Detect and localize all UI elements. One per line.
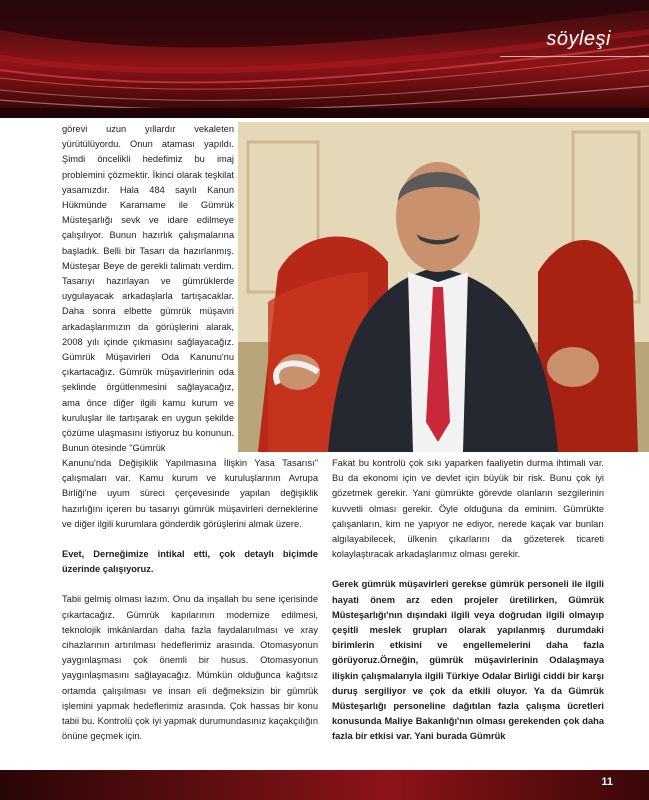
- interview-question: Gerek gümrük müşavirleri gerekse gümrük personeli ile ilgili hayati önem arz eden projeler üretilirken, Gümrük Müsteşarlığı'nın dışındaki ilgili veya doğrudan ilgili olmayıp çeşitli meslek grupları olarak yapılanmış durumdaki birimlerin etkisini ve engellemelerini daha fazla görüyoruz.Örneğin, gümrük müşavirlerinin Odalaşmaya ilişkin çalışmalarıyla ilgili Türkiye Odalar Birliği ciddi bir karşı duruş sergiliyor ve çok da etkili oluyor. Ya da Gümrük Müsteşarlığı personeline dağıtılan fazla çalışma ücretleri konusunda Maliye Bakanlığı'nın olması gerekenden çok daha fazla bir etkisi var. Yani burada Gümrük: [332, 579, 604, 742]
- interview-photo-icon: [238, 122, 649, 452]
- interview-photo: [238, 122, 649, 452]
- page-footer: [0, 770, 649, 800]
- section-label: söyleşi: [546, 28, 611, 50]
- paragraph: Fakat bu kontrolü çok sıkı yaparken faaliyetin durma ihtimali var. Bu da ekonomi için ve devlet için büyük bir risk. Bunu çok iyi gözetmek gerekir. Yani gümrükte görevde olanların sezgilerinin kuvvetli olması gerekir. Öyle olduğuna da eminim. Gümrükte çalışanların, kim ne yapıyor ne ediyor, nerede kaçak var bunları algılayabilecek, ülkenin çıkarlarını da gözeterek ticareti kolaylaştıracak arkadaşlarımız olması gerekir.: [332, 458, 604, 560]
- paragraph: Tabii gelmiş olması lazım. Onu da inşallah bu sene içerisinde çıkartacağız. Gümrük kapılarının modernize edilmesi, teknolojik imkânlardan daha fazla faydalanılması ve xray cihazlarının artırılması hedeflerimiz arasında. Otomasyonun yaygınlaşması çok önemli bir husus. Otomasyonun yaygınlaşmasını sağlayacağız. Mümkün olduğunca kağıtsız ortamda çalışılması ve insan eli değmeksizin bir gümrük işlemini yapmak hedeflerimiz arasında. Çok hassas bir konu tabii bu. Kontrolü çok iyi yapmak durumundasınız kaçakçılığın önüne geçmek için.: [62, 594, 318, 742]
- header-rule: [500, 56, 649, 57]
- page-header: [0, 0, 649, 118]
- page-number: 11: [601, 776, 613, 788]
- paragraph: Kanunu'nda Değişiklik Yapılmasına İlişkin Yasa Tasarısı" çalışmaları var. Kamu kurum ve kuruluşlarının Avrupa Birliği'ne uyum süreci çerçevesinde yapılan değişiklik hazırlığını içeren bu tasarıyı gümrük müşavirleri derneklerine ve diğer ilgili kurumlara gönderdik görüşlerini almak üzere.: [62, 458, 318, 529]
- column-right: [332, 456, 604, 745]
- interview-question: Evet, Derneğimize intikal etti, çok detaylı biçimde üzerinde çalışıyoruz.: [62, 549, 318, 575]
- paragraph: görevi uzun yıllardır vekaleten yürütülüyordu. Onun ataması yapıldı. Şimdi öncelikli hedefimiz bu imaj problemini çözmektir. İkinci olarak teşkilat yasamızdır. Hala 484 sayılı Kanun Hükmünde Kararname ile Gümrük Müsteşarlığı sevk ve idare edilmeye çalışılıyor. Bunun hazırlık çalışmalarına başladık. Belli bir Tasarı da hazırlanmış. Müsteşar Beye de gerekli talimatı verdim. Tasarıyı hazırlayan ve gümrüklerde uygulayacak arkadaşlarla tartışacaklar. Daha sonra elbette gümrük müşaviri arkadaşlarımızın da görüşlerini alarak, 2008 yılı içinde çıkmasını sağlayacağız. Gümrük Müşavirleri Oda Kanunu'nu çıkartacağız. Gümrük müşavirlerinin oda şeklinde örgütlenmesini sağlayacağız, ama önce diğer ilgili kamu kurum ve kuruluşlar ile tartışarak en uygun şekilde çözüme ulaşmasını istiyoruz bu konunun. Bunun ötesinde "Gümrük: [62, 124, 234, 454]
- header-swoosh-graphic: [0, 0, 649, 118]
- column-left-bottom: [62, 456, 318, 744]
- column-left-top: [62, 122, 234, 456]
